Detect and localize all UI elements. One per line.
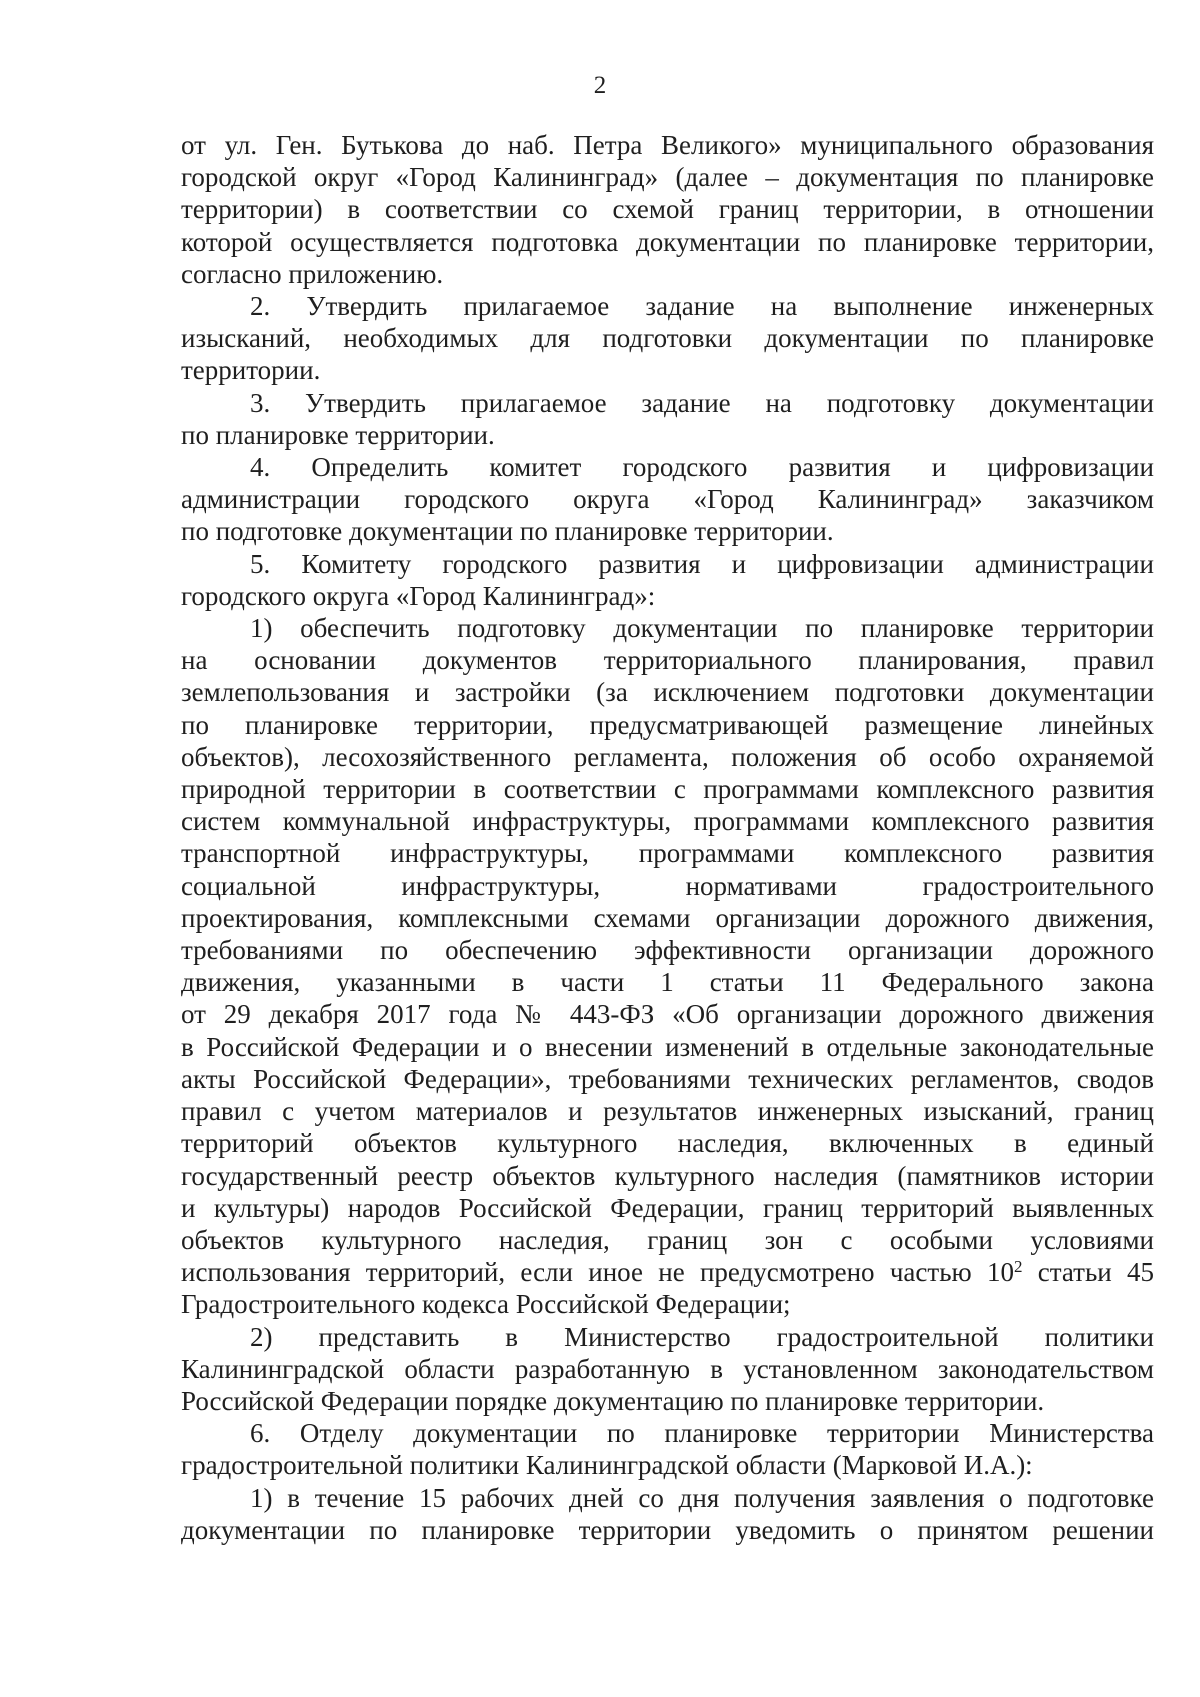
text-line [181, 193, 1154, 225]
text-line-content: землепользования и застройки (за исключением подготовки документации [181, 677, 1154, 708]
text-line [181, 870, 1154, 902]
text-line [181, 1482, 1154, 1514]
text-line-content: градостроительной политики Калининградской области (Марковой И.А.): [181, 1450, 1033, 1481]
text-line [181, 258, 1154, 290]
text-line [181, 741, 1154, 773]
text-line [181, 290, 1154, 322]
text-line-content: администрации городского округа «Город Калининград» заказчиком [181, 484, 1154, 515]
text-line-content: акты Российской Федерации», требованиями технических регламентов, сводов [181, 1063, 1154, 1094]
text-line [181, 1031, 1154, 1063]
text-line [181, 934, 1154, 966]
text-line-content: объектов), лесохозяйственного регламента, положения об особо охраняемой [181, 741, 1154, 772]
text-line [181, 998, 1154, 1030]
text-line [181, 676, 1154, 708]
text-line-content: территории) в соответствии со схемой границ территории, в отношении [181, 194, 1154, 225]
text-line-content: 3. Утвердить прилагаемое задание на подготовку документации [250, 387, 1154, 418]
text-line-content: проектирования, комплексными схемами организации дорожного движения, [181, 902, 1154, 933]
text-line-content: социальной инфраструктуры, нормативами градостроительного [181, 870, 1154, 901]
text-line-content: документации по планировке территории уведомить о принятом решении [181, 1514, 1154, 1545]
text-line [181, 161, 1154, 193]
text-line [181, 1417, 1154, 1449]
text-line [181, 1256, 1154, 1288]
text-line-content: от 29 декабря 2017 года № 443-ФЗ «Об организации дорожного движения [181, 999, 1154, 1030]
text-line-content: Калининградской области разработанную в установленном законодательством [181, 1353, 1154, 1384]
text-line [181, 226, 1154, 258]
text-line-content: 6. Отделу документации по планировке территории Министерства [250, 1418, 1154, 1449]
text-line-content: 4. Определить комитет городского развития и цифровизации [250, 452, 1154, 483]
text-line [181, 773, 1154, 805]
text-line [181, 548, 1154, 580]
text-line [181, 451, 1154, 483]
text-line-content: 1) в течение 15 рабочих дней со дня получения заявления о подготовке [250, 1482, 1154, 1513]
page-number: 2 [593, 72, 607, 99]
text-line [181, 387, 1154, 419]
text-line [181, 483, 1154, 515]
text-line [181, 612, 1154, 644]
text-line-content: государственный реестр объектов культурного наследия (памятников истории [181, 1160, 1154, 1191]
superscript: 2 [1013, 1257, 1023, 1277]
text-line [181, 966, 1154, 998]
text-line-content: природной территории в соответствии с программами комплексного развития [181, 774, 1154, 805]
text-line-content: 2. Утвердить прилагаемое задание на выполнение инженерных [250, 291, 1154, 322]
text-line-content: по подготовке документации по планировке территории. [181, 516, 834, 547]
text-line [181, 1224, 1154, 1256]
text-line [181, 1127, 1154, 1159]
text-line [181, 902, 1154, 934]
text-line [181, 805, 1154, 837]
text-line-content: Градостроительного кодекса Российской Федерации; [181, 1289, 791, 1320]
text-line [181, 1353, 1154, 1385]
text-line [181, 1095, 1154, 1127]
text-line [181, 1385, 1154, 1417]
text-line [181, 1321, 1154, 1353]
text-line [181, 515, 1154, 547]
text-line-content: движения, указанными в части 1 статьи 11 Федерального закона [181, 967, 1154, 998]
text-line [181, 322, 1154, 354]
text-line [181, 580, 1154, 612]
text-line-tail: статьи 45 [1022, 1257, 1154, 1288]
text-line [181, 354, 1154, 386]
text-line [181, 419, 1154, 451]
text-line-content: транспортной инфраструктуры, программами комплексного развития [181, 838, 1154, 869]
text-line [181, 129, 1154, 161]
text-line-content: использования территорий, если иное не предусмотрено частью 10 [181, 1257, 1014, 1288]
text-line-content: в Российской Федерации и о внесении изменений в отдельные законодательные [181, 1031, 1154, 1062]
text-line-content: согласно приложению. [181, 258, 444, 289]
text-line-content: систем коммунальной инфраструктуры, программами комплексного развития [181, 806, 1154, 837]
text-line-content: городского округа «Город Калининград»: [181, 580, 656, 611]
text-line [181, 837, 1154, 869]
text-line-content: по планировке территории, предусматривающей размещение линейных [181, 709, 1154, 740]
text-line-content: по планировке территории. [181, 419, 495, 450]
text-line-content: объектов культурного наследия, границ зон с особыми условиями [181, 1224, 1154, 1255]
text-line-content: от ул. Ген. Бутькова до наб. Петра Великого» муниципального образования [181, 130, 1154, 160]
text-line-content: требованиями по обеспечению эффективности организации дорожного [181, 935, 1154, 966]
text-line [181, 1160, 1154, 1192]
text-line [181, 1514, 1154, 1546]
text-line [181, 1449, 1154, 1481]
text-line-content: 5. Комитету городского развития и цифровизации администрации [250, 548, 1154, 579]
text-line-content: на основании документов территориального планирования, правил [181, 645, 1154, 676]
document-body [181, 129, 1154, 1546]
text-line-content: территории. [181, 355, 321, 386]
text-line [181, 1192, 1154, 1224]
text-line [181, 1063, 1154, 1095]
text-line-content: которой осуществляется подготовка документации по планировке территории, [181, 226, 1154, 257]
text-line-content: Российской Федерации порядке документацию по планировке территории. [181, 1385, 1045, 1416]
text-line [181, 644, 1154, 676]
text-line-content: территорий объектов культурного наследия, включенных в единый [181, 1128, 1154, 1159]
text-line-content: 2) представить в Министерство градостроительной политики [250, 1321, 1154, 1352]
text-line-content: правил с учетом материалов и результатов инженерных изысканий, границ [181, 1096, 1154, 1127]
text-line [181, 1288, 1154, 1320]
text-line [181, 709, 1154, 741]
text-line-content: изысканий, необходимых для подготовки документации по планировке [181, 323, 1154, 354]
text-line-content: городской округ «Город Калининград» (далее – документация по планировке [181, 162, 1154, 193]
text-line-content: и культуры) народов Российской Федерации, границ территорий выявленных [181, 1192, 1154, 1223]
text-line-content: 1) обеспечить подготовку документации по планировке территории [250, 613, 1154, 644]
